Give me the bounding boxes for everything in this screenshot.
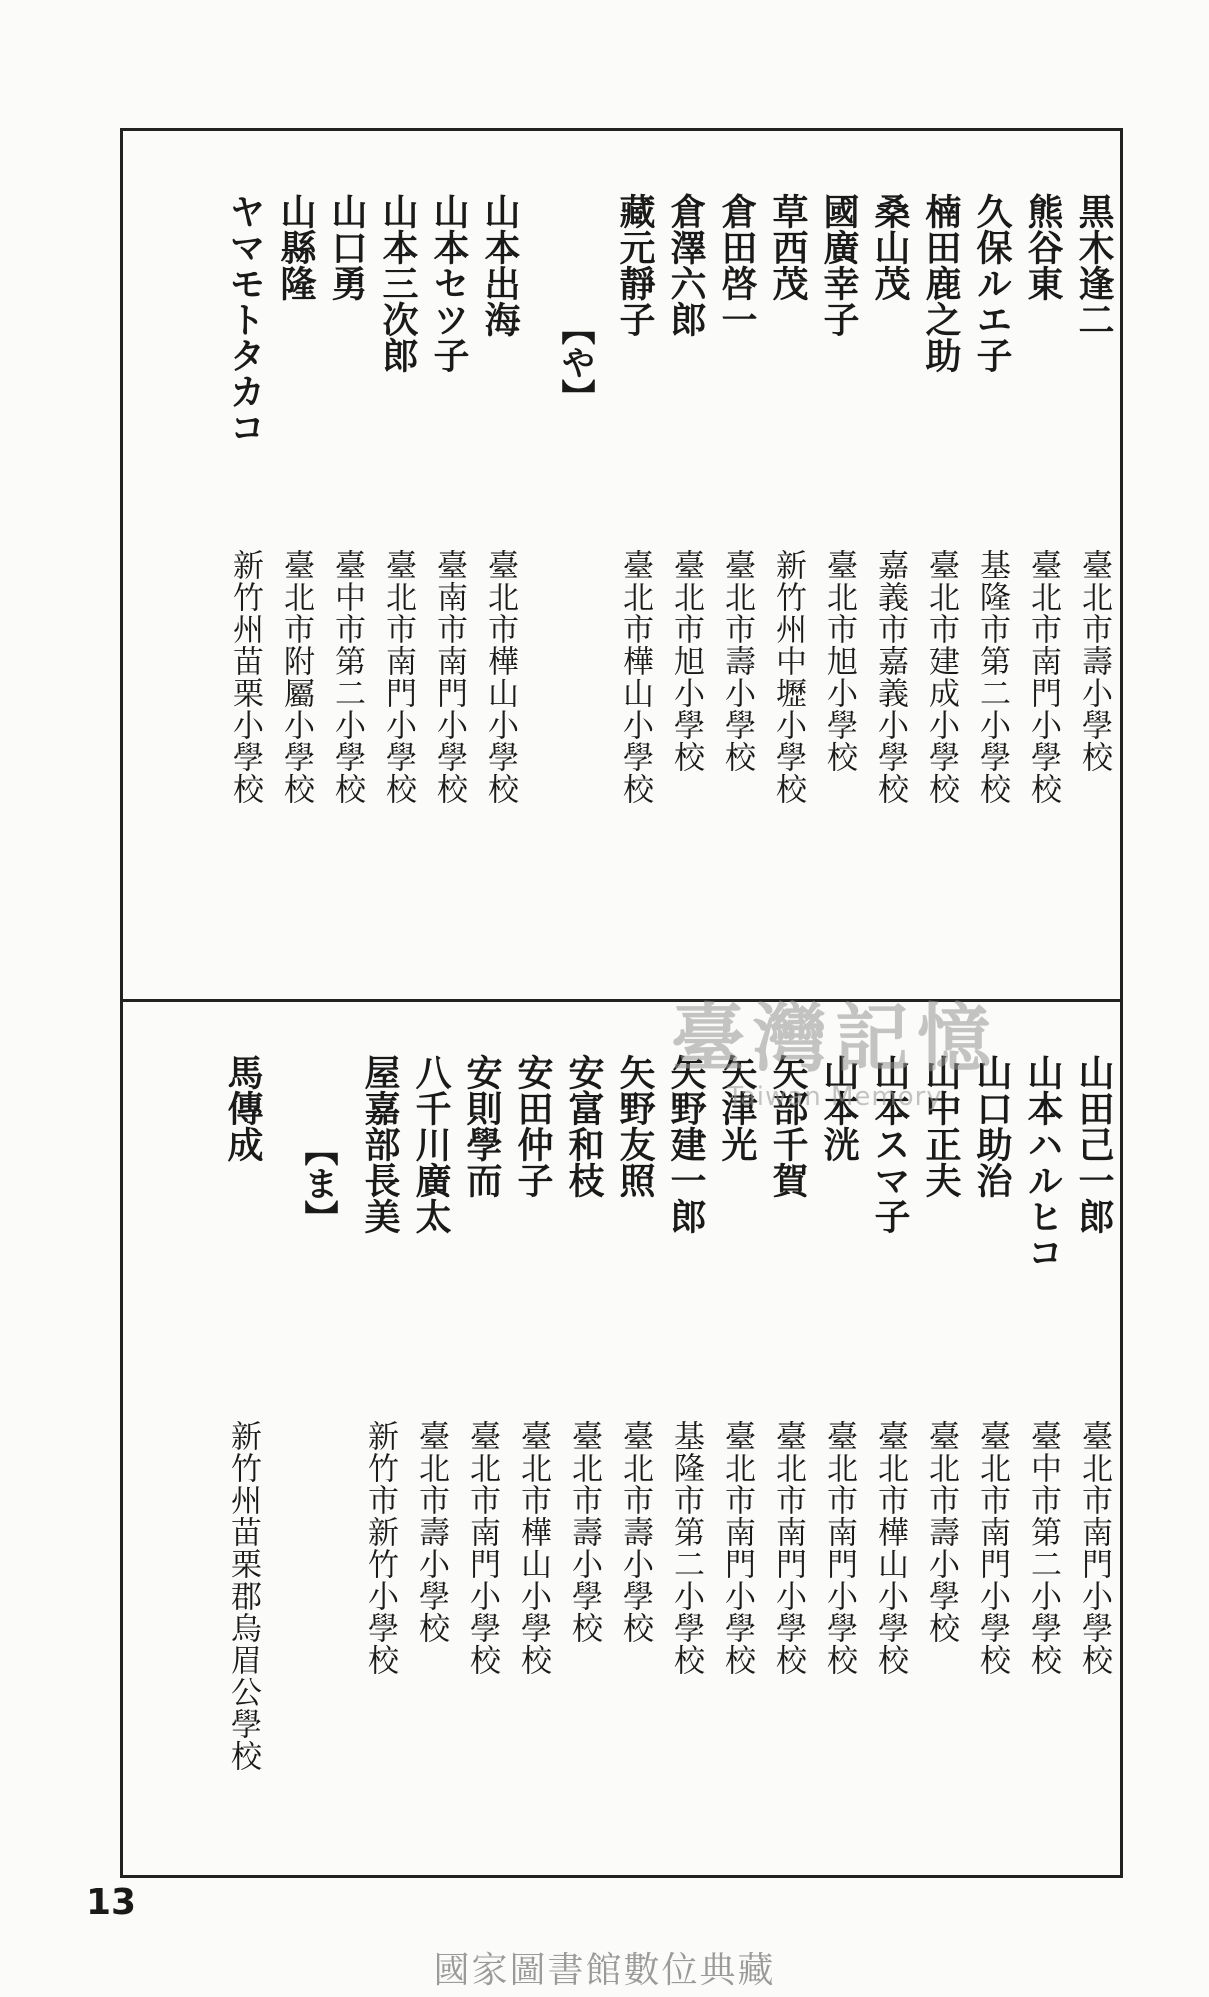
school-name: 臺中市第二小學校 — [1025, 1420, 1061, 1676]
school-name: 臺北市壽小學校 — [566, 1420, 602, 1644]
entry — [712, 131, 763, 999]
student-name: 矢部千賀 — [767, 1054, 809, 1198]
school-name: 臺北市壽小學校 — [617, 1420, 653, 1644]
school-name: 嘉義市嘉義小學校 — [872, 549, 908, 805]
school-name: 基隆市第二小學校 — [668, 1420, 704, 1676]
student-name: 山本スマ子 — [869, 1054, 911, 1234]
entry — [610, 131, 661, 999]
entry — [218, 1002, 269, 1878]
student-name: 倉田啓一 — [716, 193, 758, 337]
school-name: 臺北市南門小學校 — [1076, 1420, 1112, 1676]
entry — [457, 1002, 508, 1878]
student-name: 安田仲子 — [512, 1054, 554, 1198]
student-name: 矢野友照 — [614, 1054, 656, 1198]
entry — [814, 131, 865, 999]
page-frame — [120, 128, 1123, 1878]
entry — [1018, 1002, 1069, 1878]
entry — [865, 1002, 916, 1878]
student-name: 屋嘉部長美 — [359, 1054, 401, 1234]
entry — [967, 1002, 1018, 1878]
student-name: 八千川廣太 — [410, 1054, 452, 1234]
entry — [424, 131, 475, 999]
school-name: 臺北市壽小學校 — [719, 549, 755, 773]
entry — [373, 131, 424, 999]
school-name: 臺北市南門小學校 — [719, 1420, 755, 1676]
entry — [865, 131, 916, 999]
student-name: 桑山茂 — [869, 193, 911, 301]
school-name: 新竹州中壢小學校 — [770, 549, 806, 805]
student-name: 山本出海 — [479, 193, 521, 337]
student-name: 山本洸 — [818, 1054, 860, 1162]
entry — [1018, 131, 1069, 999]
school-name: 新竹州苗栗郡烏眉公學校 — [225, 1420, 261, 1772]
student-name: 山口助治 — [971, 1054, 1013, 1198]
school-name: 臺北市樺山小學校 — [515, 1420, 551, 1676]
school-name: 基隆市第二小學校 — [974, 549, 1010, 805]
student-name: 倉澤六郎 — [665, 193, 707, 337]
watermark-title: 臺灣記憶 — [671, 996, 999, 1082]
school-name: 臺北市建成小學校 — [923, 549, 959, 805]
student-name: 黒木逢二 — [1073, 193, 1115, 337]
student-name: 矢野建一郎 — [665, 1054, 707, 1234]
entry — [355, 1002, 406, 1878]
school-name: 臺北市南門小學校 — [1025, 549, 1061, 805]
entry — [661, 1002, 712, 1878]
entry — [916, 1002, 967, 1878]
page-number: 13 — [86, 1882, 137, 1923]
school-name: 新竹市新竹小學校 — [362, 1420, 398, 1676]
school-name: 臺北市南門小學校 — [974, 1420, 1010, 1676]
footer-collection-mark: 國家圖書館數位典藏 — [433, 1950, 776, 1991]
student-name: 國廣幸子 — [818, 193, 860, 337]
student-name: 山口勇 — [326, 193, 368, 301]
school-name: 臺中市第二小學校 — [329, 549, 365, 805]
school-name: 臺北市壽小學校 — [413, 1420, 449, 1644]
student-name: 久保ルエ子 — [971, 193, 1013, 373]
student-name: 草西茂 — [767, 193, 809, 301]
school-name: 臺北市南門小學校 — [464, 1420, 500, 1676]
student-name: 山中正夫 — [920, 1054, 962, 1198]
entry — [610, 1002, 661, 1878]
entry — [763, 1002, 814, 1878]
school-name: 臺北市樺山小學校 — [617, 549, 653, 805]
school-name: 臺北市旭小學校 — [668, 549, 704, 773]
student-name: 山縣隆 — [275, 193, 317, 301]
entry — [508, 1002, 559, 1878]
bottom-section — [123, 996, 1120, 1878]
kana-heading: 【や】 — [555, 311, 595, 413]
entry — [1069, 131, 1120, 999]
student-name: 藏元靜子 — [614, 193, 656, 337]
entry — [712, 1002, 763, 1878]
school-name: 臺北市旭小學校 — [821, 549, 857, 773]
entry — [559, 1002, 610, 1878]
student-name: 安富和枝 — [563, 1054, 605, 1198]
entry — [1069, 1002, 1120, 1878]
student-name: 山本三次郎 — [377, 193, 419, 373]
school-name: 臺北市樺山小學校 — [482, 549, 518, 805]
school-name: 臺北市壽小學校 — [1076, 549, 1112, 773]
student-name: 山本セツ子 — [428, 193, 470, 373]
entry — [661, 131, 712, 999]
student-name: 山本ハルヒコ — [1022, 1054, 1064, 1270]
school-name: 臺北市南門小學校 — [821, 1420, 857, 1676]
entry — [967, 131, 1018, 999]
school-name: 臺北市南門小學校 — [380, 549, 416, 805]
school-name: 臺北市南門小學校 — [770, 1420, 806, 1676]
school-name: 臺北市樺山小學校 — [872, 1420, 908, 1676]
entry — [475, 131, 526, 999]
student-name: 矢津光 — [716, 1054, 758, 1162]
school-name: 新竹州苗栗小學校 — [227, 549, 263, 805]
entry — [406, 1002, 457, 1878]
student-name: 安則學而 — [461, 1054, 503, 1198]
section-header-ya — [540, 131, 600, 999]
school-name: 臺南市南門小學校 — [431, 549, 467, 805]
section-header-ma — [283, 1002, 343, 1878]
student-name: ヤマモトタカコ — [224, 193, 266, 445]
student-name: 馬傳成 — [222, 1054, 264, 1162]
school-name: 臺北市壽小學校 — [923, 1420, 959, 1644]
watermark-subtitle: Taiwan Memory — [727, 1082, 943, 1112]
school-name: 臺北市附屬小學校 — [278, 549, 314, 805]
entry — [814, 1002, 865, 1878]
student-name: 楠田鹿之助 — [920, 193, 962, 373]
entry — [271, 131, 322, 999]
entry — [220, 131, 271, 999]
entry — [916, 131, 967, 999]
entry — [763, 131, 814, 999]
student-name: 山田己一郎 — [1073, 1054, 1115, 1234]
kana-heading: 【ま】 — [298, 1132, 338, 1234]
top-section — [123, 131, 1120, 999]
student-name: 熊谷東 — [1022, 193, 1064, 301]
entry — [322, 131, 373, 999]
